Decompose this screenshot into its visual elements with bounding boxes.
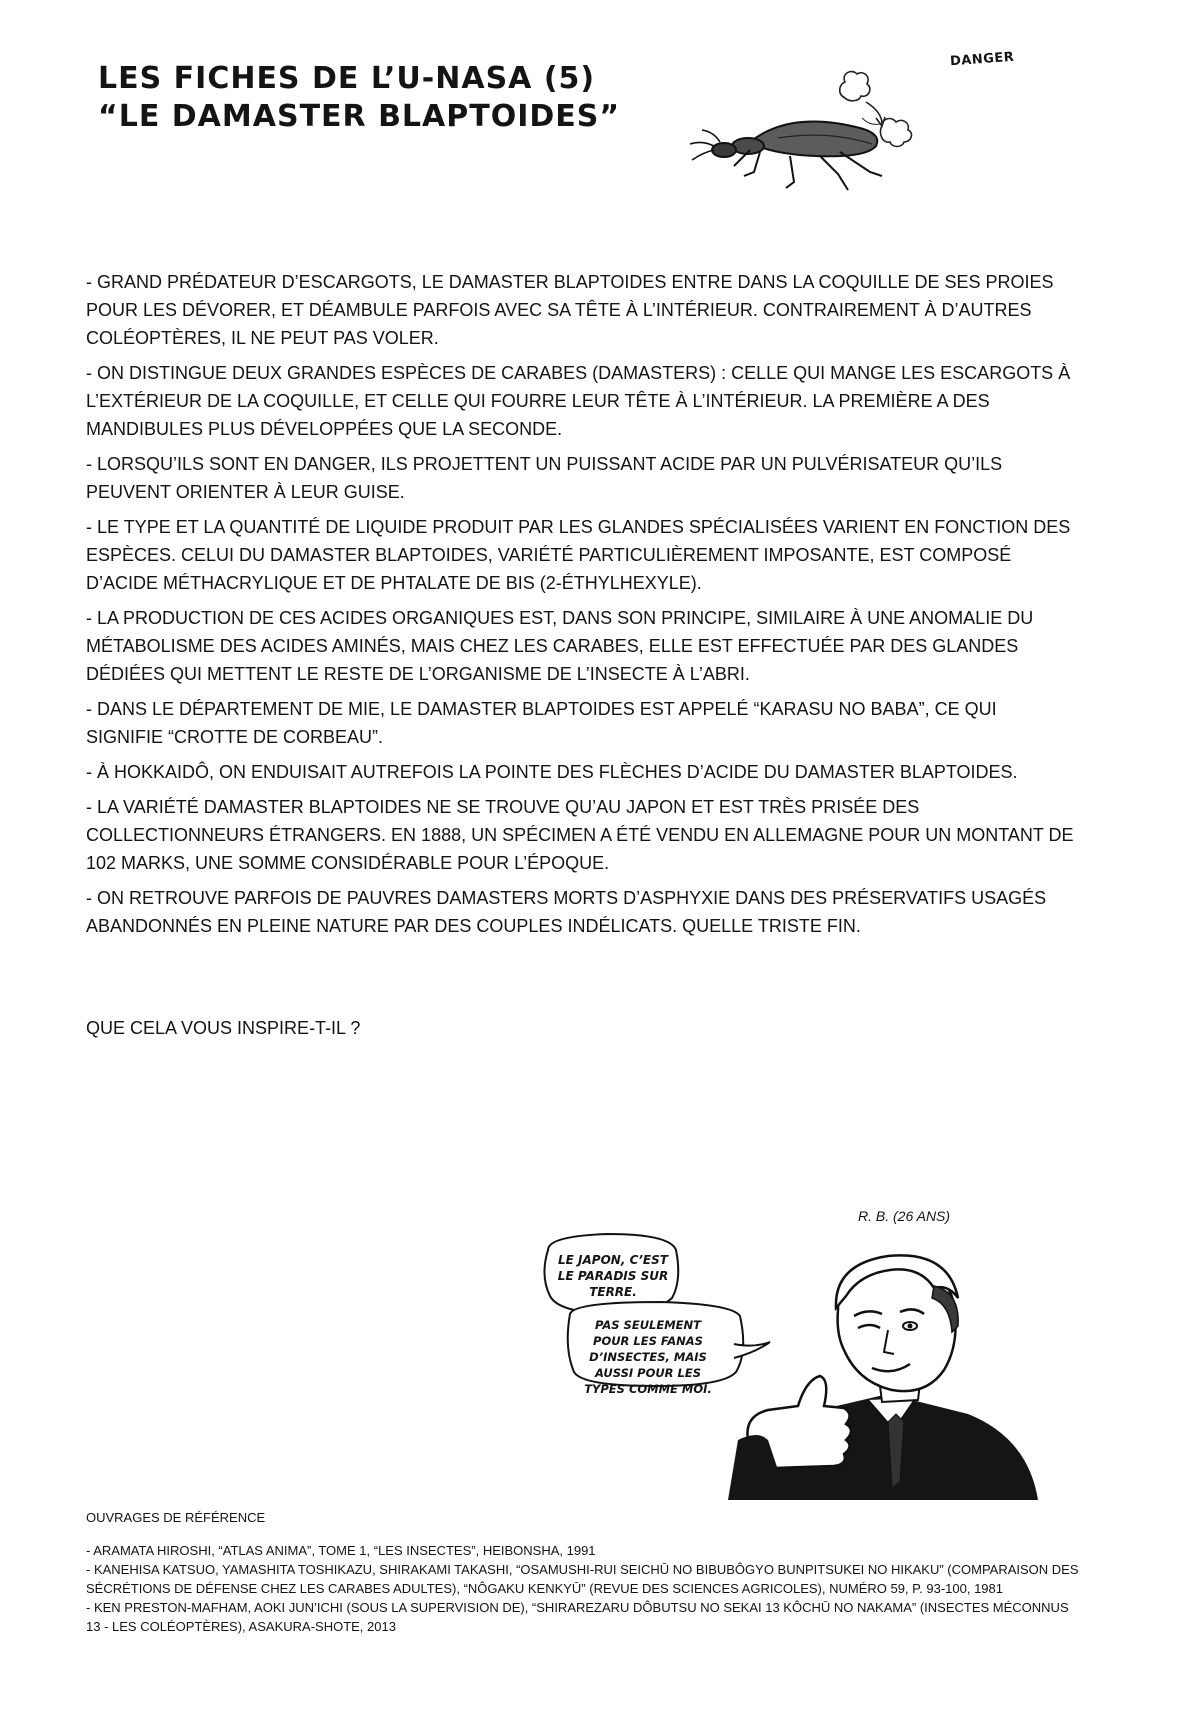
fact-item: - DANS LE DÉPARTEMENT DE MIE, LE DAMASTER BLAPTOIDES EST APPELÉ “KARASU NO BABA”, CE QUI SIGNIFIE “CROTTE DE CORBEAU”.: [86, 699, 997, 747]
danger-label: DANGER: [949, 49, 1015, 70]
page-title: [98, 60, 620, 136]
reference-item: - ARAMATA HIROSHI, “ATLAS ANIMA”, TOME 1, “LES INSECTES”, HEIBONSHA, 1991: [86, 1543, 596, 1558]
fact-item: - ON RETROUVE PARFOIS DE PAUVRES DAMASTERS MORTS D’ASPHYXIE DANS DES PRÉSERVATIFS USAGÉS ABANDONNÉS EN PLEINE NATURE PAR DES COUPLES INDÉLICATS. QUELLE TRISTE FIN.: [86, 888, 1047, 936]
speech-bubble-text-2: PAS SEULEMENT POUR LES FANAS D’INSECTES, MAIS AUSSI POUR LES TYPES COMME MOI.: [584, 1318, 712, 1396]
spray-puff-right: [880, 119, 911, 147]
fact-item: - LA PRODUCTION DE CES ACIDES ORGANIQUES EST, DANS SON PRINCIPE, SIMILAIRE À UNE ANOMALIE DU MÉTABOLISME DES ACIDES AMINÉS, MAIS CHEZ LES CARABES, ELLE EST EFFECTUÉE PAR DES GLANDES DÉDIÉES QUI METTENT LE RESTE DE L’ORGANISME DE L’INSECTE À L’ABRI.: [86, 608, 1034, 684]
fact-item: - ON DISTINGUE DEUX GRANDES ESPÈCES DE CARABES (DAMASTERS) : CELLE QUI MANGE LES ESCARGOTS À L’EXTÉRIEUR DE LA COQUILLE, ET CELLE QUI FOURRE LEUR TÊTE À L’INTÉRIEUR. LA PREMIÈRE A DES MANDIBULES PLUS DÉVELOPPÉES QUE LA SECONDE.: [86, 363, 1071, 439]
reference-item: - KEN PRESTON-MAFHAM, AOKI JUN’ICHI (SOUS LA SUPERVISION DE), “SHIRAREZARU DÔBUTSU NO SEKAI 13 KÔCHŪ NO NAKAMA” (INSECTES MÉCONNUS 13 - LES COLÉOPTÈRES), ASAKURA-SHOTE, 2013: [86, 1600, 1069, 1634]
references-section: [86, 1508, 1086, 1636]
title-line-2: “LE DAMASTER BLAPTOIDES”: [98, 99, 621, 134]
title-line-1: LES FICHES DE L’U-NASA (5): [98, 61, 596, 96]
beetle-body: [750, 122, 877, 157]
fact-item: - GRAND PRÉDATEUR D’ESCARGOTS, LE DAMASTER BLAPTOIDES ENTRE DANS LA COQUILLE DE SES PROIES POUR LES DÉVORER, ET DÉAMBULE PARFOIS AVEC SA TÊTE À L’INTÉRIEUR. CONTRAIREMENT À D’AUTRES COLÉOPTÈRES, IL NE PEUT PAS VOLER.: [86, 272, 1054, 348]
references-list: [86, 1541, 1086, 1636]
fact-item: - LE TYPE ET LA QUANTITÉ DE LIQUIDE PRODUIT PAR LES GLANDES SPÉCIALISÉES VARIENT EN FONCTION DES ESPÈCES. CELUI DU DAMASTER BLAPTOIDES, VARIÉTÉ PARTICULIÈREMENT IMPOSANTE, EST COMPOSÉ D’ACIDE MÉTHACRYLIQUE ET DE PHTALATE DE BIS (2-ÉTHYLHEXYLE).: [86, 517, 1071, 593]
fact-item: - À HOKKAIDÔ, ON ENDUISAIT AUTREFOIS LA POINTE DES FLÈCHES D’ACIDE DU DAMASTER BLAPTOIDES.: [86, 762, 1018, 782]
fact-item: - LORSQU’ILS SONT EN DANGER, ILS PROJETTENT UN PUISSANT ACIDE PAR UN PULVÉRISATEUR QU’ILS PEUVENT ORIENTER À LEUR GUISE.: [86, 454, 1003, 502]
man-thumbs-up-illustration: [728, 1250, 1068, 1500]
reference-item: - KANEHISA KATSUO, YAMASHITA TOSHIKAZU, SHIRAKAMI TAKASHI, “OSAMUSHI-RUI SEICHŪ NO BIBUBÔGYO BUNPITSUKEI NO HIKAKU” (COMPARAISON DES SÉCRÉTIONS DE DÉFENSE CHEZ LES CARABES ADULTES), “NÔGAKU KENKYŪ” (REVUE DES SCIENCES AGRICOLES), NUMÉRO 59, P. 93-100, 1981: [86, 1562, 1079, 1596]
closing-question: QUE CELA VOUS INSPIRE-T-IL ?: [86, 1018, 361, 1038]
fact-item: - LA VARIÉTÉ DAMASTER BLAPTOIDES NE SE TROUVE QU’AU JAPON ET EST TRÈS PRISÉE DES COLLECTIONNEURS ÉTRANGERS. EN 1888, UN SPÉCIMEN A ÉTÉ VENDU EN ALLEMAGNE POUR UN MONTANT DE 102 MARKS, UNE SOMME CONSIDÉRABLE POUR L’ÉPOQUE.: [86, 797, 1074, 873]
references-title: OUVRAGES DE RÉFÉRENCE: [86, 1510, 266, 1525]
speech-bubble-text-1: LE JAPON, C’EST LE PARADIS SUR TERRE.: [557, 1253, 669, 1299]
facts-list: [86, 268, 1076, 947]
spray-puff-top: [840, 72, 870, 101]
beetle-illustration: [690, 46, 990, 206]
danger-arrow: [866, 102, 882, 124]
comic-caption: R. B. (26 ANS): [858, 1208, 951, 1224]
beetle-head: [712, 143, 736, 157]
